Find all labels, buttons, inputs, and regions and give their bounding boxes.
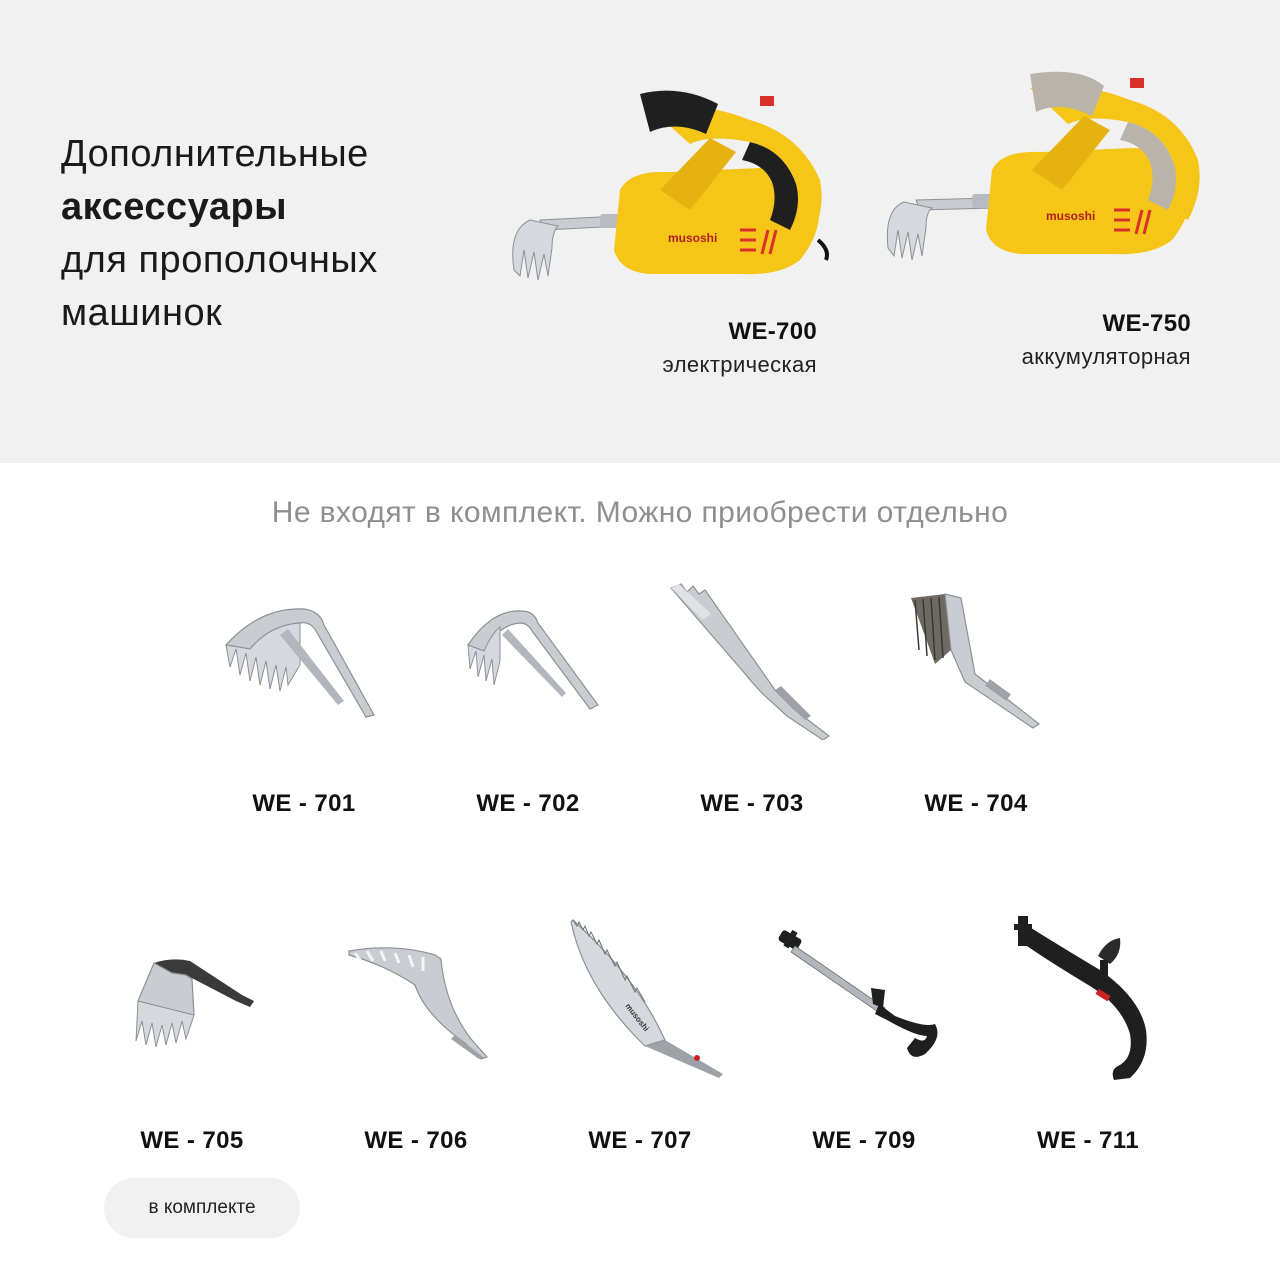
short-rake-blade-icon [132,955,262,1050]
support-handle-icon [1010,910,1155,1085]
hero-title-line-1: Дополнительные [61,133,369,175]
model-name: WE-700 [728,318,817,345]
narrow-rake-blade-icon [462,605,602,710]
model-name: WE-750 [1102,310,1191,337]
model-we-700 [560,318,817,378]
yellow-weeder-corded-icon [500,80,830,290]
svg-text:musoshi: musoshi [623,1001,651,1034]
straight-cutter-blade-icon [665,580,835,740]
saw-blade-icon [565,918,730,1078]
accessory-label: WE - 707 [588,1127,692,1154]
accessory-label: WE - 705 [140,1127,244,1154]
section-subtitle: Не входят в комплект. Можно приобрести отдельно [271,496,1009,529]
hero-title-line-3: для прополочных [61,239,378,281]
accessory-label: WE - 701 [252,790,356,817]
accessory-label: WE - 704 [924,790,1028,817]
model-subtitle: электрическая [662,352,817,377]
accessory-label: WE - 709 [812,1127,916,1154]
hero-title-line-4: машинок [61,292,223,334]
accessory-label: WE - 711 [1037,1127,1139,1154]
wire-brush-icon [905,590,1045,730]
model-subtitle: аккумуляторная [1021,344,1191,369]
accessory-label: WE - 703 [700,790,804,817]
extension-handle-icon [775,928,945,1068]
included-badge: в комплекте [104,1178,300,1238]
wide-rake-blade-icon [220,605,380,720]
hero-title-bold: аксессуары [61,186,288,228]
model-we-750 [930,310,1191,370]
yellow-weeder-cordless-icon [880,70,1210,270]
accessory-label: WE - 702 [476,790,580,817]
accessory-label: WE - 706 [364,1127,468,1154]
hero-title [61,128,378,340]
svg-text:musoshi: musoshi [668,231,718,245]
hero-banner [0,0,1280,463]
svg-text:musoshi: musoshi [1046,209,1096,223]
serrated-curved-blade-icon [345,945,490,1060]
